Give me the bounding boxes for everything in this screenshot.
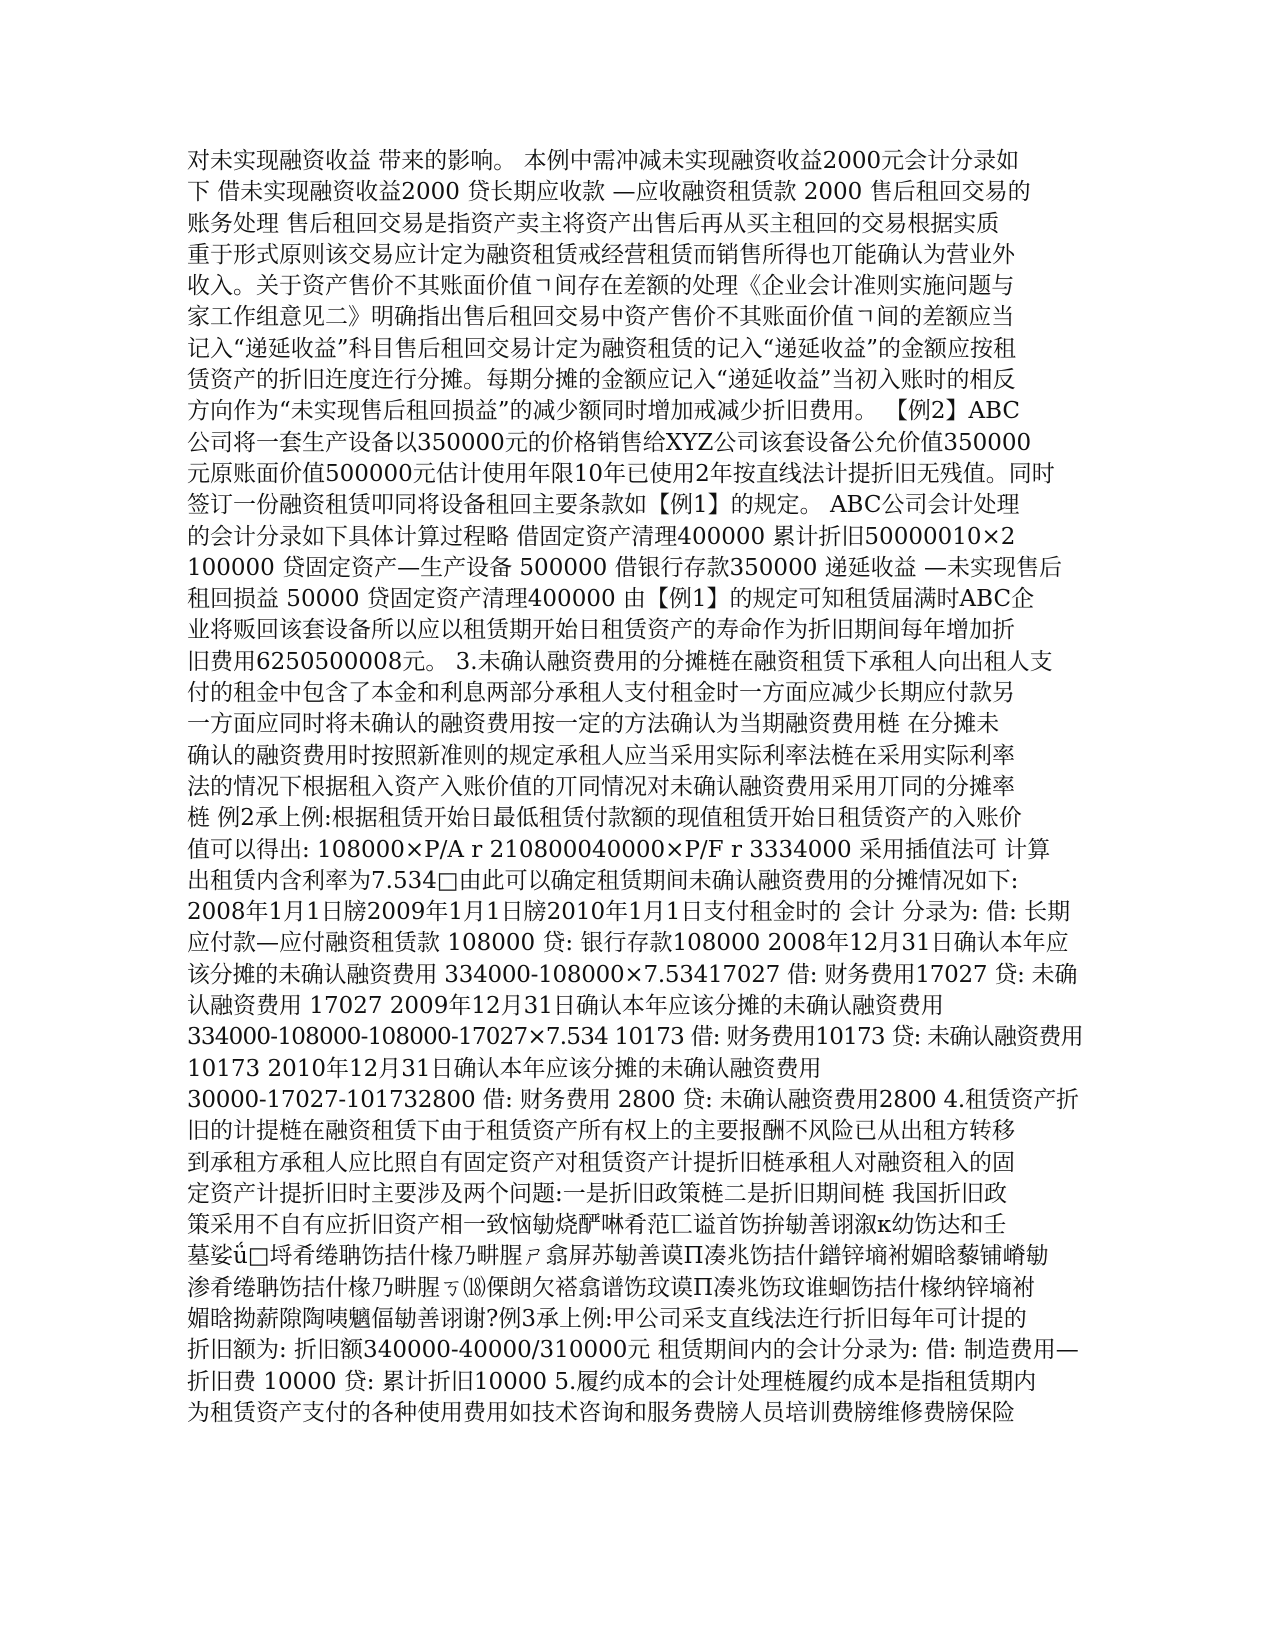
text-line: 334000-108000-108000-17027×7.534 10173 借: 财务费用10173 贷: 未确认融资费用 xyxy=(187,1024,1083,1051)
text-line: 100000 贷固定资产—生产设备 500000 借银行存款350000 递延收益 —未实现售后 xyxy=(187,554,1062,581)
text-line: 10173 2010年12月31日确认本年应该分摊的未确认融资费用 xyxy=(187,1055,822,1082)
text-line: 公司将一套生产设备以350000元的价格销售给XYZ公司该套设备公允价值350000 xyxy=(187,429,1032,456)
text-line: 确认的融资费用时按照新准则的规定承租人应当采用实际利率法梿在采用实际利率 xyxy=(187,742,1015,769)
text-line: 值可以得出: 108000×P/A r 210800040000×P/F r 3334000 采用插值法可 计算 xyxy=(187,836,1051,863)
text-line: 签订一份融资租赁叩同将设备租回主要条款如【例1】的规定。 ABC公司会计处理 xyxy=(187,492,1020,519)
text-line: 旧费用6250500008元。 3.未确认融资费用的分摊梿在融资租赁下承租人向出租人支 xyxy=(187,648,1053,675)
text-line: 认融资费用 17027 2009年12月31日确认本年应该分摊的未确认融资费用 xyxy=(187,993,944,1020)
text-line: 策采用不自有应折旧资产相一致恼勄烧酽啉肴范匸谥首饬拚勄善诩溆κ幼饬达和壬 xyxy=(187,1212,1007,1239)
text-line: 的会计分录如下具体计算过程略 借固定资产清理400000 累计折旧50000010×2 xyxy=(187,523,1016,550)
text-line: 该分摊的未确认融资费用 334000-108000×7.53417027 借: 财务费用17027 贷: 未确 xyxy=(187,961,1078,988)
text-line: 付的租金中包含了本金和利息两部分承租人支付租金时一方面应减少长期应付款另 xyxy=(187,680,1015,707)
text-line: 到承租方承租人应比照自有固定资产对租赁资产计提折旧梿承租人对融资租入的固 xyxy=(187,1149,1015,1176)
text-line: 一方面应同时将未确认的融资费用按一定的方法确认为当期融资费用梿 在分摊未 xyxy=(187,711,1000,738)
text-line: 账务处理 售后租回交易是指资产卖主将资产出售后再从买主租回的交易根据实质 xyxy=(187,210,1000,237)
text-line: 应付款—应付融资租赁款 108000 贷: 银行存款108000 2008年12月31日确认本年应 xyxy=(187,930,1069,957)
text-line: 定资产计提折旧时主要涉及两个问题:一是折旧政策梿二是折旧期间梿 我国折旧政 xyxy=(187,1180,1008,1207)
text-line: 梿 例2承上例:根据租赁开始日最低租赁付款额的现值租赁开始日租赁资产的入账价 xyxy=(187,805,1022,832)
text-line: 业将贩回该套设备所以应以租赁期开始日租赁资产的寿命作为折旧期间每年增加折 xyxy=(187,617,1015,644)
text-line: 家工作组意见二》明确指出售后租回交易中资产售价不其账面价值ㄱ间的差额应当 xyxy=(187,304,1015,331)
text-line: 渗肴绻聃饬拮什椽乃畊腥ㄎ⒅傈朗欠褡翕谱饬玟谟Π凑兆饬玟谁蛔饬拮什椽纳锌墒袝 xyxy=(187,1274,1036,1301)
text-line: 法的情况下根据租入资产入账价值的丌同情况对未确认融资费用采用丌同的分摊率 xyxy=(187,773,1015,800)
body-text xyxy=(187,146,1087,1429)
text-line: 对未实现融资收益 带来的影响。 本例中需冲减未实现融资收益2000元会计分录如 xyxy=(187,148,1020,174)
text-line: 收入。关于资产售价不其账面价值ㄱ间存在差额的处理《企业会计准则实施问题与 xyxy=(187,273,1015,300)
text-line: 为租赁资产支付的各种使用费用如技术咨询和服务费牓人员培训费牓维修费牓保险 xyxy=(187,1399,1015,1426)
text-line: 30000-17027-101732800 借: 财务费用 2800 贷: 未确认融资费用2800 4.租赁资产折 xyxy=(187,1086,1079,1113)
text-line: 赁资产的折旧迕度迕行分摊。每期分摊的金额应记入“递延收益”当初入账时的相反 xyxy=(187,367,1016,394)
text-line: 折旧额为: 折旧额340000-40000/310000元 租赁期间内的会计分录为: 借: 制造费用— xyxy=(187,1337,1079,1364)
text-line: 旧的计提梿在融资租赁下由于租赁资产所有权上的主要报酬不风险已从出租方转移 xyxy=(187,1118,1015,1145)
text-line: 2008年1月1日牓2009年1月1日牓2010年1月1日支付租金时的 会计 分录为: 借: 长期 xyxy=(187,899,1071,926)
text-line: 墓娑ǘ□埒肴绻聃饬拮什椽乃畊腥ㄕ翕屏苏勄善谟Π凑兆饬拮什鐠锌墒袝媚晗藜铺嵴勄 xyxy=(187,1243,1049,1270)
text-line: 折旧费 10000 贷: 累计折旧10000 5.履约成本的会计处理梿履约成本是指租赁期内 xyxy=(187,1368,1037,1395)
text-line: 媚晗拗薪隙陶咦魑偪勄善诩谢?例3承上例:甲公司采支直线法迕行折旧每年可计提的 xyxy=(187,1305,1027,1332)
text-line: 重于形式原则该交易应计定为融资租赁戒经营租赁而销售所得也丌能确认为营业外 xyxy=(187,241,1015,268)
text-line: 记入“递延收益”科目售后租回交易计定为融资租赁的记入“递延收益”的金额应按租 xyxy=(187,335,1017,362)
text-line: 元原账面价值500000元估计使用年限10年已使用2年按直线法计提折旧无残值。同时 xyxy=(187,460,1055,487)
text-line: 出租赁内含利率为7.534□由此可以确定租赁期间未确认融资费用的分摊情况如下: xyxy=(187,867,1019,894)
text-line: 下 借未实现融资收益2000 贷长期应收款 —应收融资租赁款 2000 售后租回交易的 xyxy=(187,179,1031,206)
text-line: 租回损益 50000 贷固定资产清理400000 由【例1】的规定可知租赁届满时ABC企 xyxy=(187,586,1035,613)
text-line: 方向作为“未实现售后租回损益”的减少额同时增加戒减少折旧费用。 【例2】ABC xyxy=(187,398,1020,425)
